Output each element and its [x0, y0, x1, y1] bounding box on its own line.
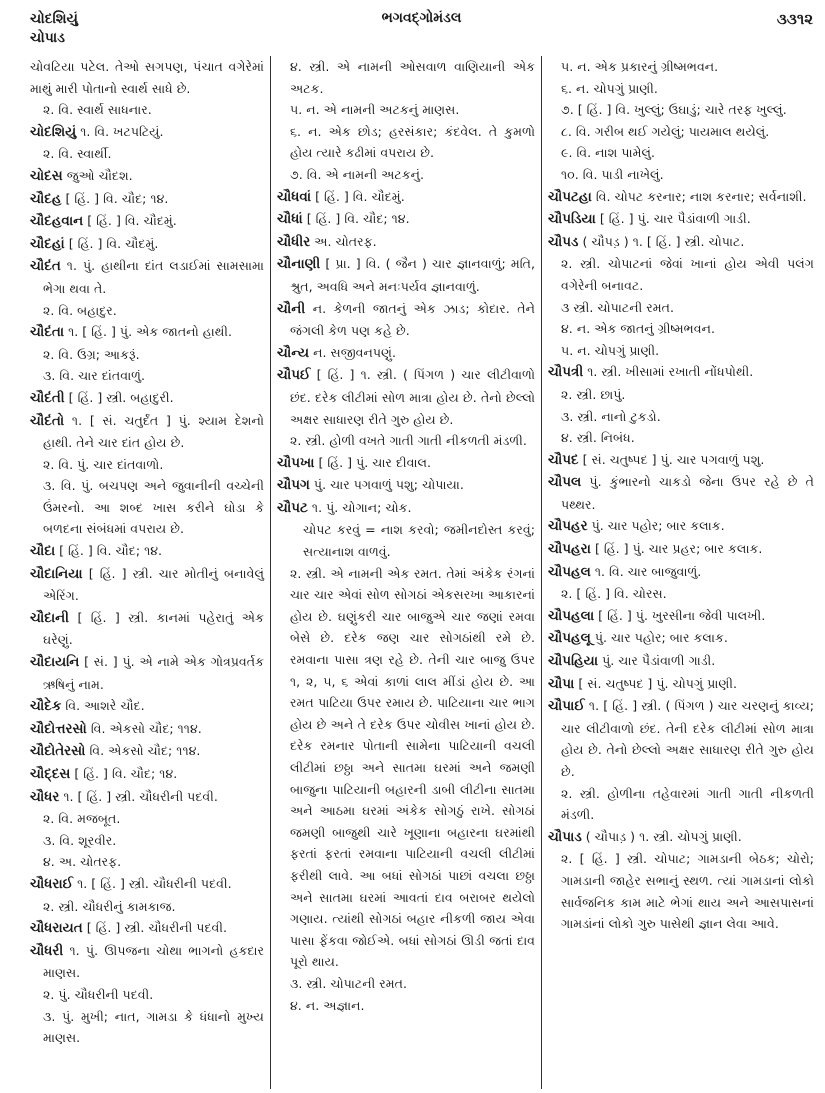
- column-1: [30, 56, 270, 1089]
- dictionary-entry: [30, 786, 264, 809]
- definition-text: ૨. પું. ચૌધરીની પદવી.: [43, 986, 154, 1002]
- definition-text: ૨. [ હિં. ] સ્ત્રી. ચોપાટ; ગામડાની બેઠક; ચોરો; ગામડાની જાહેર સભાનું સ્થળ. ત્યાં ગામડાનાં લોકો સાર્વજનિક કામ માટે ભેગાં થાય અને આસપાસનાં ગામડાંનાં લોકો ગુરુ પાસેથી જ્ઞાન લેવા આવે.: [561, 851, 814, 932]
- definition-text: પું. ચાર પહોર; બાર કલાક.: [591, 518, 725, 534]
- headword: ચૌપગ: [277, 477, 310, 494]
- entry-sense: [548, 848, 814, 934]
- headword: ચૌપદ: [548, 451, 579, 468]
- headword: ચૌપહર: [548, 518, 588, 535]
- dictionary-entry: [30, 763, 264, 786]
- definition-text: [ હિં. ] પું. ખુરસીના જેવી પાલખી.: [598, 607, 766, 623]
- entry-sense: [30, 454, 264, 476]
- definition-text: ૨. વિ. સ્વાર્થ સાધનાર.: [43, 102, 152, 118]
- definition-text: પું. ચાર પૈડાંવાળી ગાડી.: [602, 653, 716, 669]
- entry-sense: [30, 808, 264, 830]
- entry-sense: [30, 56, 264, 99]
- entry-sense: [548, 164, 814, 186]
- definition-text: [ હિં. ] સ્ત્રી. ચાર મોતીનું બનાવેલું એરિંગ.: [43, 565, 264, 604]
- definition-text: ૨. વિ. પું. ચાર દાંતવાળો.: [43, 456, 164, 472]
- definition-text: પું. ચાર પહોર; બાર કલાક.: [594, 630, 728, 646]
- definition-text: ૭. [ હિં. ] વિ. ખુલ્લું; ઉઘાડું; ચારે તરફ ખુલ્લું.: [561, 102, 787, 118]
- entry-sense: [548, 427, 814, 449]
- definition-text: પું. ચાર પગવાળું પશુ; ચોપાયા.: [313, 477, 464, 493]
- dictionary-entry: [548, 231, 814, 254]
- dictionary-entry: [277, 474, 535, 497]
- headword: ચૌદંતા: [30, 324, 65, 341]
- entry-sense: [548, 384, 814, 406]
- headword: ચૌપાઈ: [548, 698, 585, 715]
- definition-text: ૭. વિ. એ નામની અટકનું.: [290, 166, 424, 182]
- page-header: [30, 10, 813, 50]
- definition-text: ૪. ન. અજ્ઞાન.: [290, 997, 365, 1013]
- definition-text: ૧૦. વિ. પાડી નાખેલું.: [561, 166, 664, 182]
- definition-text: [ હિં. ] સ્ત્રી. કાનમાં પહેરાતું એક ઘરેણું.: [43, 609, 264, 648]
- definition-text: ૧. [ હિં. ] સ્ત્રી. ( પિંગળ ) ચાર ચરણનું કાવ્ય; ચાર લીટીવાળો છંદ. તેની દરેક લીટીમાં સોળ માત્રા હોય છે. તેનો છેલ્લો અક્ષર સાધારણ રીતે ગુરુ હોય છે.: [561, 698, 814, 779]
- headword: ચૌધીર: [277, 233, 311, 250]
- headword: ચૌપડ: [548, 233, 579, 250]
- definition-text: ૮. વિ. ગરીબ થઈ ગયેલું; પાયમાલ થયેલું.: [561, 123, 770, 139]
- page-number: ૩૩૧૨: [776, 10, 813, 28]
- definition-text: વિ. ચોપટ કરનાર; નાશ કરનાર; સર્વનાશી.: [595, 188, 807, 204]
- definition-text: ન. કેળની જાતનું એક ઝાડ; કોદાર. તેને જંગલી કેળ પણ કહે છે.: [290, 300, 535, 339]
- entry-sense: [277, 430, 535, 452]
- dictionary-entry: [30, 940, 264, 984]
- dictionary-entry: [277, 186, 535, 209]
- definition-text: [ હિં. ] વિ. ચૌદમું.: [315, 188, 405, 204]
- definition-text: ૩. સ્ત્રી. નાનો ટુકડો.: [561, 408, 661, 424]
- definition-text: ૨. વિ. સ્વાર્થી.: [43, 146, 112, 162]
- headword: ચૌદ્દસ: [30, 766, 71, 782]
- dictionary-entry: [30, 233, 264, 256]
- definition-text: [ હિં. ] વિ. ચૌદ; ૧૪.: [74, 766, 178, 781]
- headword: ચૌધરાઈ: [30, 875, 74, 892]
- dictionary-entry: [548, 361, 814, 384]
- dictionary-entry: [548, 650, 814, 673]
- headword: ચૌનાણી: [277, 256, 321, 273]
- entry-sense: [277, 99, 535, 121]
- guide-word-first: ચોદશિયું: [30, 11, 78, 27]
- book-title: ભગવદ્ગોમંડલ: [381, 10, 462, 26]
- entry-sense: [548, 783, 814, 826]
- entry-sense: [548, 121, 814, 143]
- headword: ચૌદાનિયા: [30, 565, 83, 582]
- definition-text: ૧. [ હિં. ] પું. એક જાતનો હાથી.: [68, 324, 233, 340]
- headword: ચૌધાં: [277, 211, 303, 228]
- definition-text: વિ. આશરે ચૌદ.: [65, 698, 145, 714]
- definition-text: [ હિં. ] વિ. ચૌદ; ૧૪.: [306, 211, 410, 227]
- entry-sense: [30, 143, 264, 165]
- headword: ચૌધવાં: [277, 188, 312, 205]
- definition-text: [ હિં. ] વિ. ચૌદ; ૧૪.: [65, 190, 169, 206]
- definition-text: વિ. એકસો ચૌદ; ૧૧૪.: [89, 743, 201, 759]
- entry-sense: [548, 99, 814, 121]
- dictionary-entry: [30, 718, 264, 741]
- headword: ચૌપત્રી: [548, 364, 584, 381]
- headword: ચૌપહિયા: [548, 653, 599, 670]
- definition-text: ૩. પું. મુખી; નાત, ગામડા કે ધંધાનો મુખ્ય માણસ.: [43, 1008, 264, 1046]
- definition-text: ૩. સ્ત્રી. ચોપાટની રમત.: [290, 975, 407, 991]
- definition-text: ન. સજીવનપણું.: [313, 344, 397, 360]
- definition-text: ૩. વિ. ચાર દાંતવાળું.: [43, 368, 145, 384]
- definition-text: ૧. પું. ચોગાન; ચોક.: [311, 499, 412, 515]
- headword: ચૌપહલૂ: [548, 630, 591, 647]
- dictionary-entry: [548, 627, 814, 650]
- column-2: [270, 56, 542, 1089]
- definition-text: ( ચૌપાડ઼ ) ૧. સ્ત્રી. ચોપગું પ્રાણી.: [585, 828, 742, 844]
- dictionary-entry: [30, 321, 264, 344]
- entry-sense: [30, 1006, 264, 1049]
- headword: ચૌદાની: [30, 609, 70, 626]
- entry-sense: [277, 121, 535, 164]
- entry-sense: [30, 851, 264, 873]
- definition-text: ચોવટિયા પટેલ. તેઓ સગપણ, પંચાત વગેરેમાં માથું મારી પોતાનો સ્વાર્થ સાધે છે.: [30, 59, 264, 96]
- dictionary-entry: [277, 253, 535, 297]
- dictionary-entry: [30, 188, 264, 211]
- entry-sense: [30, 896, 264, 918]
- headword: ચૌની: [277, 300, 306, 317]
- definition-text: ૨. વિ. ઉગ્ર; આકરૂં.: [43, 346, 140, 362]
- definition-text: [ હિં. ] વિ. ચૌદમું.: [87, 213, 177, 229]
- dictionary-entry: [30, 563, 264, 607]
- headword: ચૌદંતી: [30, 389, 65, 406]
- definition-text: ૪. ન. એક જાતનું ગ્રીષ્મભવન.: [561, 321, 715, 337]
- guide-word-last: ચોપાડ: [30, 30, 65, 46]
- entry-sense: [548, 406, 814, 428]
- definition-text: ૨. સ્ત્રી. એ નામની એક રમત. તેમાં અંકેક રંગનાં ચાર ચાર એવાં સોળ સોગઠાં એકસરખા આકારનાં હોય છે. ઘણુંકરી ચાર બાજુએ ચાર જણાં રમવા બેસે છે. દરેક જણ ચાર સોગઠાંથી રમે છે. રમવાના પાસા ત્રણ રહે છે. તેની ચાર બાજુ ઉપર ૧, ૨, ૫, ૬ એવાં કાળાં લાલ મીંડાં હોય છે. આ રમત પાટિયા ઉપર રમાય છે. પાટિયાના ચાર ભાગ હોય છે અને તે દરેક ઉપર ચોવીસ ખાનાં હોય છે. દરેક રમનાર પોતાની સામેના પાટિયાની વચલી લીટીમાં છઠ્ઠા અને સાતમા ઘરમાં અને જમણી બાજુના પાટિયાની બહારની ડાબી લીટીના સાતમા અને આઠમા ઘરમાં અંકેક સોગઠું રાખે. સોગઠાં જમણી બાજુથી ચારે ખૂણાના બહારના ઘરમાંથી ફરતાં ફરતાં રમવાના પાટિયાની વચલી લીટીમાં ફરીથી લાવે. આ બધાં સોગઠાં પાછાં વચલા છઠ્ઠા અને સાતમા ઘરમાં આવતાં દાવ બરાબર થયેલો ગણાય. ત્યાંથી સોગઠાં બહાર નીકળી જાય એવા પાસા ફેંકવા જોઈએ. બધાં સોગઠાં ઊડી જતાં દાવ પૂરો થાય.: [290, 565, 535, 970]
- dictionary-entry: [277, 497, 535, 520]
- entry-sense: [548, 340, 814, 362]
- definition-text: ૧. [ સં. ચતુર્દંત ] પું. શ્યામ દેશનો હાથી. તેને ચાર દાંત હોય છે.: [43, 412, 264, 451]
- definition-text: ૩. વિ. શૂરવીર.: [43, 832, 117, 848]
- dictionary-entry: [548, 515, 814, 538]
- definition-text: ( ચૌપડ઼ ) ૧. [ હિં. ] સ્ત્રી. ચોપાટ.: [582, 233, 745, 249]
- dictionary-entry: [30, 740, 264, 763]
- definition-text: ૪. સ્ત્રી. નિબંધ.: [561, 430, 635, 446]
- dictionary-entry: [277, 452, 535, 475]
- entry-sense: [548, 78, 814, 100]
- headword: ચૌદા: [30, 543, 56, 560]
- headword: ચૌપલ: [548, 474, 582, 491]
- dictionary-entry: [30, 917, 264, 940]
- headword: ચૌદેક: [30, 698, 62, 715]
- definition-text: [ સં. ચતુષ્પદ ] પું. ચાર પગવાળું પશુ.: [582, 451, 765, 467]
- entry-sense: [277, 519, 535, 562]
- entry-sense: [548, 142, 814, 164]
- definition-text: ૨. વિ. બહાદુર.: [43, 302, 117, 318]
- headword: ચૌદંત: [30, 258, 61, 275]
- dictionary-entry: [548, 449, 814, 472]
- dictionary-entry: [548, 561, 814, 584]
- entry-sense: [548, 583, 814, 605]
- definition-text: [ હિં. ] ૧. સ્ત્રી. ( પિંગળ ) ચાર લીટીવાળો છંદ. દરેક લીટીમાં સોળ માત્રા હોય છે. તેનો છેલ્લો અક્ષર સાધારણ રીતે ગુરુ હોય છે.: [290, 367, 535, 427]
- dictionary-entry: [30, 410, 264, 454]
- dictionary-columns: [30, 56, 815, 1089]
- headword: ચૌદંતો: [30, 412, 65, 429]
- entry-sense: [30, 984, 264, 1006]
- dictionary-entry: [30, 695, 264, 718]
- headword: ચૌપાડ: [548, 828, 582, 845]
- dictionary-entry: [548, 186, 814, 209]
- entry-sense: [30, 99, 264, 121]
- dictionary-entry: [30, 651, 264, 695]
- headword: ચૌપટહા: [548, 188, 592, 205]
- entry-sense: [548, 253, 814, 296]
- dictionary-entry: [30, 255, 264, 299]
- headword: ચૌદહવાન: [30, 213, 84, 230]
- dictionary-entry: [548, 826, 814, 849]
- definition-text: ૨. [ હિં. ] વિ. ચોરસ.: [561, 586, 667, 602]
- headword: ચૌદોતેરસો: [30, 743, 86, 760]
- dictionary-entry: [30, 165, 264, 188]
- dictionary-entry: [548, 208, 814, 231]
- headword: ચૌદાયનિ: [30, 654, 80, 671]
- definition-text: ૪. સ્ત્રી. એ નામની ઓસવાળ વાણિયાની એક અટક.: [290, 59, 535, 96]
- definition-text: [ હિં. ] સ્ત્રી. ચૌધરીની પદવી.: [86, 920, 227, 936]
- headword: ચૌપટ: [277, 499, 308, 516]
- definition-text: ૪. અ. ચોતરફ.: [43, 854, 122, 870]
- definition-text: ૧. વિ. ચાર બાજુવાળું.: [594, 563, 702, 579]
- definition-text: ચોપટ કરવું = નાશ કરવો; જમીનદોસ્ત કરવું; સત્યાનાશ વાળવું.: [303, 522, 535, 560]
- definition-text: ૬. ન. એક છોડ; હરસંકાર; કંદવેલ. તે કુમળો હોય ત્યારે કઢીમાં વપરાય છે.: [290, 123, 535, 161]
- definition-text: ૨. વિ. મજબૂત.: [43, 811, 121, 827]
- entry-sense: [277, 973, 535, 995]
- entry-sense: [30, 365, 264, 387]
- definition-text: [ હિં. ] વિ. ચૌદમું.: [68, 235, 159, 251]
- dictionary-entry: [277, 298, 535, 342]
- entry-sense: [30, 300, 264, 322]
- headword: ચૌધર: [30, 788, 60, 805]
- definition-text: ૫. ન. એ નામની અટકનું માણસ.: [290, 102, 460, 118]
- definition-text: ૧. [ હિં. ] સ્ત્રી. ચૌધરીની પદવી.: [77, 875, 232, 891]
- headword: ચૌપહલા: [548, 607, 595, 624]
- dictionary-entry: [30, 873, 264, 896]
- headword: ચૌદહાં: [30, 235, 65, 252]
- headword: ચૌન્ય: [277, 344, 310, 361]
- definition-text: ૧. સ્ત્રી. ખીસામાં રખાતી નોંધપોથી.: [587, 364, 754, 380]
- definition-text: ૨. સ્ત્રી. છાપું.: [561, 386, 626, 402]
- definition-text: ૧. પું. હાથીના દાંત લડાઈમાં સામસામા ભેગા થવા તે.: [43, 258, 264, 296]
- definition-text: ૩. વિ. પું. બચપણ અને જુવાનીની વચ્ચેની ઉંમરનો. આ શબ્દ ખાસ કરીને ઘોડા કે બળદના સંબંધમાં વપરાય છે.: [43, 478, 264, 537]
- definition-text: [ હિં. ] સ્ત્રી. બહાદુરી.: [68, 389, 174, 405]
- dictionary-entry: [548, 673, 814, 696]
- dictionary-entry: [277, 342, 535, 365]
- entry-sense: [548, 318, 814, 340]
- headword: ચૌધરાયત: [30, 920, 83, 937]
- entry-sense: [30, 344, 264, 366]
- definition-text: ૧. [ હિં. ] સ્ત્રી. ચૌધરીની પદવી.: [63, 788, 218, 804]
- dictionary-entry: [277, 231, 535, 254]
- entry-sense: [277, 563, 535, 973]
- definition-text: ૩ સ્ત્રી. ચોપાટની રમત.: [561, 299, 674, 315]
- dictionary-entry: [277, 364, 535, 430]
- definition-text: [ હિં. ] પું. ચાર પૈડાંવાળી ગાડી.: [599, 211, 751, 227]
- definition-text: [ સં. ચતુષ્પદ ] પું. ચોપગું પ્રાણી.: [578, 675, 737, 691]
- definition-text: [ હિં. ] વિ. ચૌદ; ૧૪.: [59, 543, 163, 559]
- definition-text: પું. કુંભારનો ચાકડો જેના ઉપર રહે છે તે પથ્થર.: [561, 474, 814, 512]
- entry-sense: [277, 995, 535, 1017]
- dictionary-entry: [30, 121, 264, 144]
- definition-text: ૨. સ્ત્રી. હોળી વખતે ગાતી ગાતી નીકળતી મંડળી.: [290, 433, 527, 449]
- definition-text: [ સં. ] પું. એ નામે એક ગોત્રપ્રવર્તક ઋષિનું નામ.: [43, 654, 264, 692]
- definition-text: ૧. પું. ઊપજના ચોથા ભાગનો હકદાર માણસ.: [43, 942, 264, 981]
- dictionary-entry: [548, 538, 814, 561]
- headword: ચૌદોત્તરસો: [30, 720, 87, 737]
- definition-text: ૧. વિ. ખટપટિયું.: [80, 123, 164, 139]
- dictionary-entry: [548, 605, 814, 628]
- definition-text: વિ. એકસો ચૌદ; ૧૧૪.: [90, 720, 202, 736]
- headword: ચોદશિયું: [30, 123, 77, 140]
- dictionary-entry: [30, 210, 264, 233]
- column-3: [542, 56, 814, 1089]
- definition-text: [ હિં. ] પું. ચાર દીવાલ.: [318, 454, 432, 470]
- definition-text: અ. ચોતરફ.: [314, 233, 377, 249]
- definition-text: [ હિં. ] પું. ચાર પ્રહર; બાર કલાક.: [594, 541, 763, 557]
- definition-text: [ પ્રા. ] વિ. ( જૈન ) ચાર જ્ઞાનવાળું; મતિ, શ્રુત, અવધિ અને મનઃપર્યવ જ્ઞાનવાળું.: [290, 256, 535, 294]
- definition-text: ૨. સ્ત્રી. ચૌધરીનું કામકાજ.: [43, 898, 176, 914]
- headword: ચૌપડિયા: [548, 211, 596, 228]
- definition-text: ૬. ન. ચોપગું પ્રાણી.: [561, 80, 658, 96]
- entry-sense: [30, 475, 264, 540]
- definition-text: ૯. વિ. નાશ પામેલું.: [561, 145, 656, 161]
- headword: ચૌધરી: [30, 942, 64, 959]
- definition-text: ૫. ન. એક પ્રકારનું ગ્રીષ્મભવન.: [561, 59, 719, 74]
- headword: ચૌપખા: [277, 454, 315, 471]
- dictionary-entry: [30, 607, 264, 651]
- dictionary-entry: [548, 471, 814, 515]
- headword: ચૌદહ: [30, 190, 62, 207]
- headword: ચોદસ: [30, 167, 63, 184]
- definition-text: ૨. સ્ત્રી. હોળીના તહેવારમાં ગાતી ગાતી નીકળતી મંડળી.: [561, 785, 814, 823]
- entry-sense: [277, 56, 535, 99]
- entry-sense: [277, 164, 535, 186]
- dictionary-entry: [30, 387, 264, 410]
- headword: ચૌપહરા: [548, 541, 591, 558]
- headword: ચૌપા: [548, 675, 575, 692]
- entry-sense: [548, 297, 814, 319]
- definition-text: ૨. સ્ત્રી. ચોપાટનાં જેવાં ખાનાં હોય એવી પલંગ વગેરેની બનાવટ.: [561, 256, 814, 293]
- entry-sense: [548, 56, 814, 78]
- headword: ચૌપહલ: [548, 563, 591, 580]
- entry-sense: [30, 830, 264, 852]
- headword: ચૌપઈ: [277, 367, 311, 384]
- definition-text: ૫. ન. ચોપગું પ્રાણી.: [561, 342, 660, 358]
- dictionary-entry: [548, 695, 814, 782]
- dictionary-entry: [277, 208, 535, 231]
- definition-text: જુઓ ચૌદશ.: [66, 167, 133, 183]
- dictionary-entry: [30, 540, 264, 563]
